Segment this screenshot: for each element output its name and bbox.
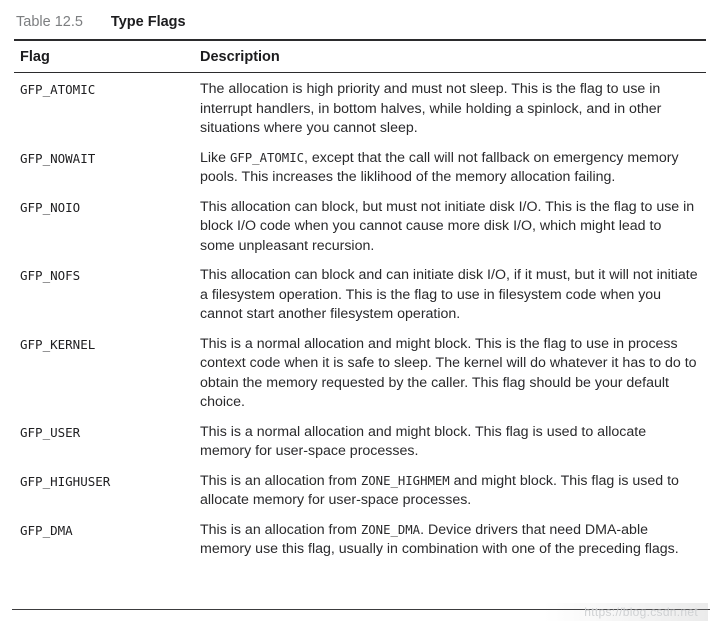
description-text: This is an allocation from (200, 472, 361, 489)
description-text: and might block. This flag is used to allocate memory for user-space processes. (200, 472, 679, 508)
inline-code: GFP_ATOMIC (229, 150, 305, 165)
table-row (14, 73, 706, 142)
table-row (14, 259, 706, 328)
description-text: This is a normal allocation and might block. This is the flag to use in process context code when it is safe to sleep. The kernel will do whatever it has to do to obtain the memory requested by the caller. This flag should be your default choice. (200, 335, 697, 410)
description-text: This is a normal allocation and might block. This flag is used to allocate memory for user-space processes. (200, 423, 647, 459)
flag-name: GFP_ATOMIC (20, 82, 96, 97)
table-header-row (14, 41, 706, 72)
description-text: . Device drivers that need DMA-able memory use this flag, usually in combination with one of the preceding flags. (200, 521, 679, 557)
description-text: This is an allocation from (200, 521, 361, 538)
description-text: This allocation can block and can initiate disk I/O, if it must, but it will not initiate a filesystem operation. This is the flag to use in filesystem code when you cannot start another filesystem operation. (200, 267, 698, 322)
description-text: Like (200, 149, 230, 166)
flag-name: GFP_NOFS (20, 268, 81, 283)
table-title: Type Flags (110, 14, 186, 30)
table-row (14, 142, 706, 191)
inline-code: ZONE_HIGHMEM (360, 473, 450, 488)
flags-table (14, 41, 706, 563)
table-number: Table 12.5 (16, 14, 83, 30)
column-header-flag: Flag (20, 49, 50, 65)
table-row (14, 465, 706, 514)
column-header-description: Description (200, 49, 280, 65)
flag-description (200, 423, 706, 462)
flag-name: GFP_NOWAIT (20, 150, 96, 166)
flag-name: GFP_USER (20, 424, 81, 440)
table-row (14, 514, 706, 563)
description-text: This allocation can block, but must not initiate disk I/O. This is the flag to use in block I/O code when you cannot cause more disk I/O, which might lead to some unpleasant recursion. (200, 198, 695, 254)
description-text: The allocation is high priority and must not sleep. This is the flag to use in interrupt handlers, in bottom halves, while holding a spinlock, and in other situations where you cannot sleep. (200, 81, 662, 136)
table-row (14, 328, 706, 416)
table-row (14, 191, 706, 260)
flag-name: GFP_DMA (20, 522, 73, 538)
flag-description (200, 80, 706, 139)
flag-name: GFP_NOIO (20, 199, 81, 215)
flag-description (200, 149, 706, 188)
watermark: https://blog.csdn.net (544, 603, 708, 621)
table-caption (14, 10, 706, 39)
description-text: , except that the call will not fallback on emergency memory pools. This increases the liklihood of the memory allocation failing. (200, 149, 679, 185)
table-row (14, 416, 706, 465)
flag-description (200, 521, 706, 560)
flag-description (200, 335, 706, 413)
flag-name: GFP_HIGHUSER (20, 473, 111, 489)
flag-description (200, 472, 706, 511)
inline-code: ZONE_DMA (360, 522, 421, 537)
flag-description (200, 266, 706, 325)
flag-description (200, 198, 706, 257)
flag-name: GFP_KERNEL (20, 336, 96, 352)
table-body (14, 73, 706, 563)
